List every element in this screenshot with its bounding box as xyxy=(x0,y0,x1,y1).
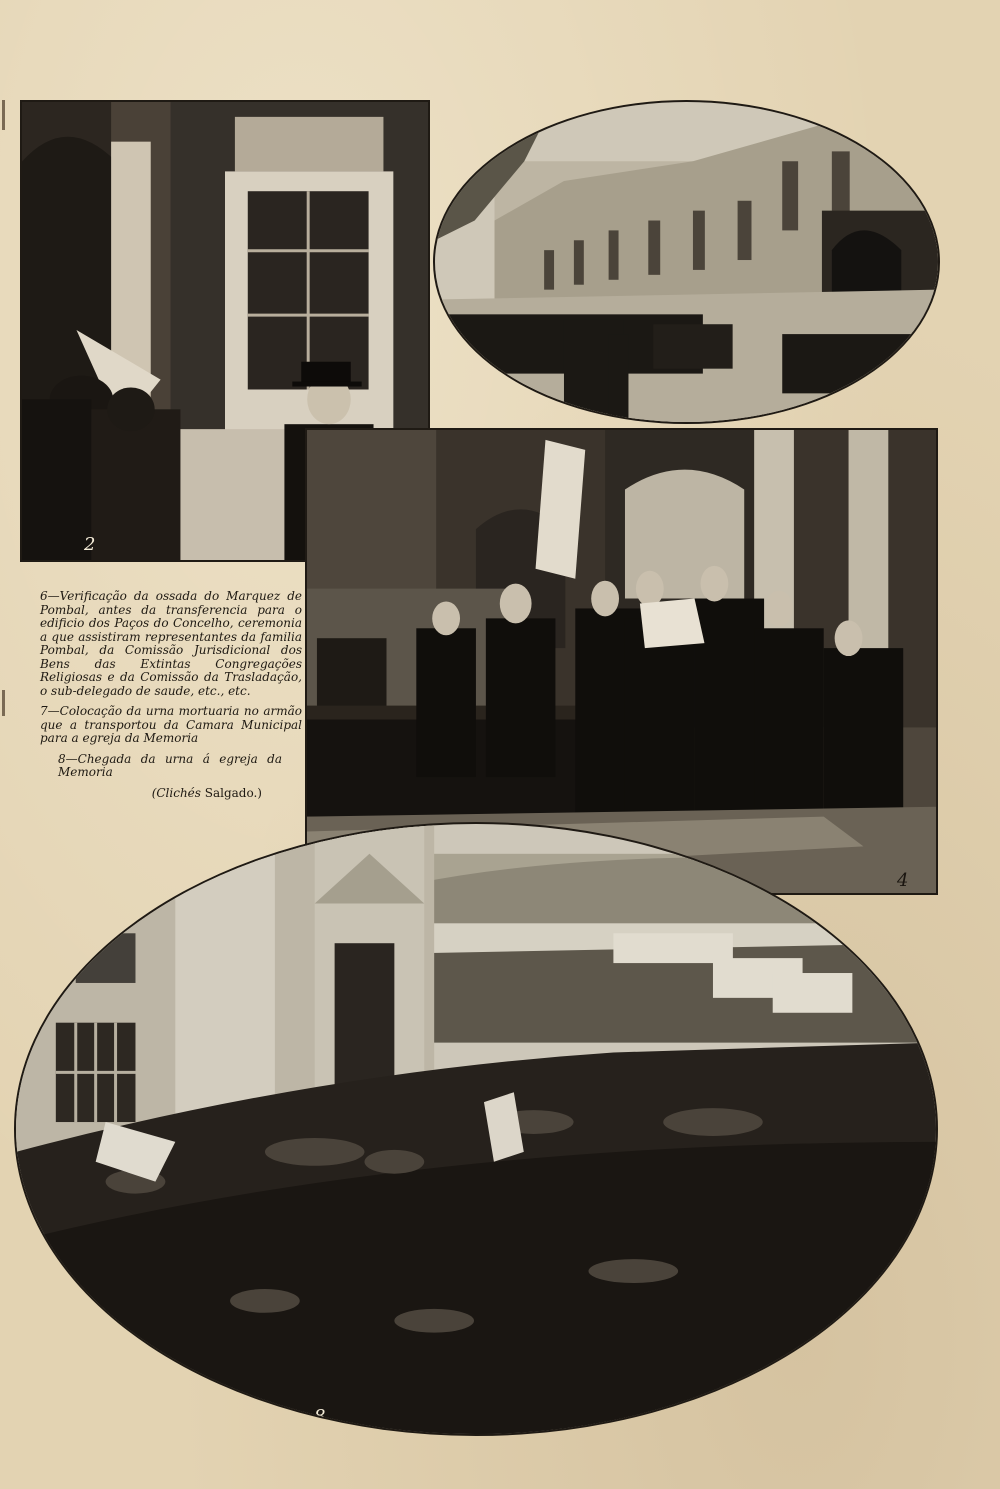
photo-caption xyxy=(40,590,302,807)
photo-number: 2 xyxy=(84,534,96,555)
photo-street-image xyxy=(435,102,938,422)
credit-prefix: (Clichés xyxy=(151,785,205,800)
caption-item-6: 6—Verificação da ossada do Marquez de Pombal, antes da transferencia para o edificio dos Paços do Concelho, ceremonia a que assistiram representantes da familia Pombal, da Comissão Jurisdicional dos Bens das Extintas Congregações Religiosas e da Comissão da Trasladação, o sub-delegado de saude, etc., etc. xyxy=(40,589,302,698)
page-edge-mark xyxy=(2,690,5,716)
photo-number: 5 xyxy=(438,402,447,417)
caption-item-7: 7—Colocação da urna mortuaria no armão que a transportou da Camara Municipal para a egreja da Memoria xyxy=(40,704,302,745)
credit-name: Salgado.) xyxy=(204,785,262,800)
photo-8-church-crowd xyxy=(14,822,938,1436)
photo-number: 8 xyxy=(314,1406,326,1427)
photo-credit xyxy=(40,787,302,801)
page-edge-mark xyxy=(2,100,5,130)
photo-street-procession xyxy=(433,100,940,424)
caption-item-8: 8—Chegada da urna á egreja da Memoria xyxy=(58,751,282,779)
photo-8-image xyxy=(16,824,936,1434)
